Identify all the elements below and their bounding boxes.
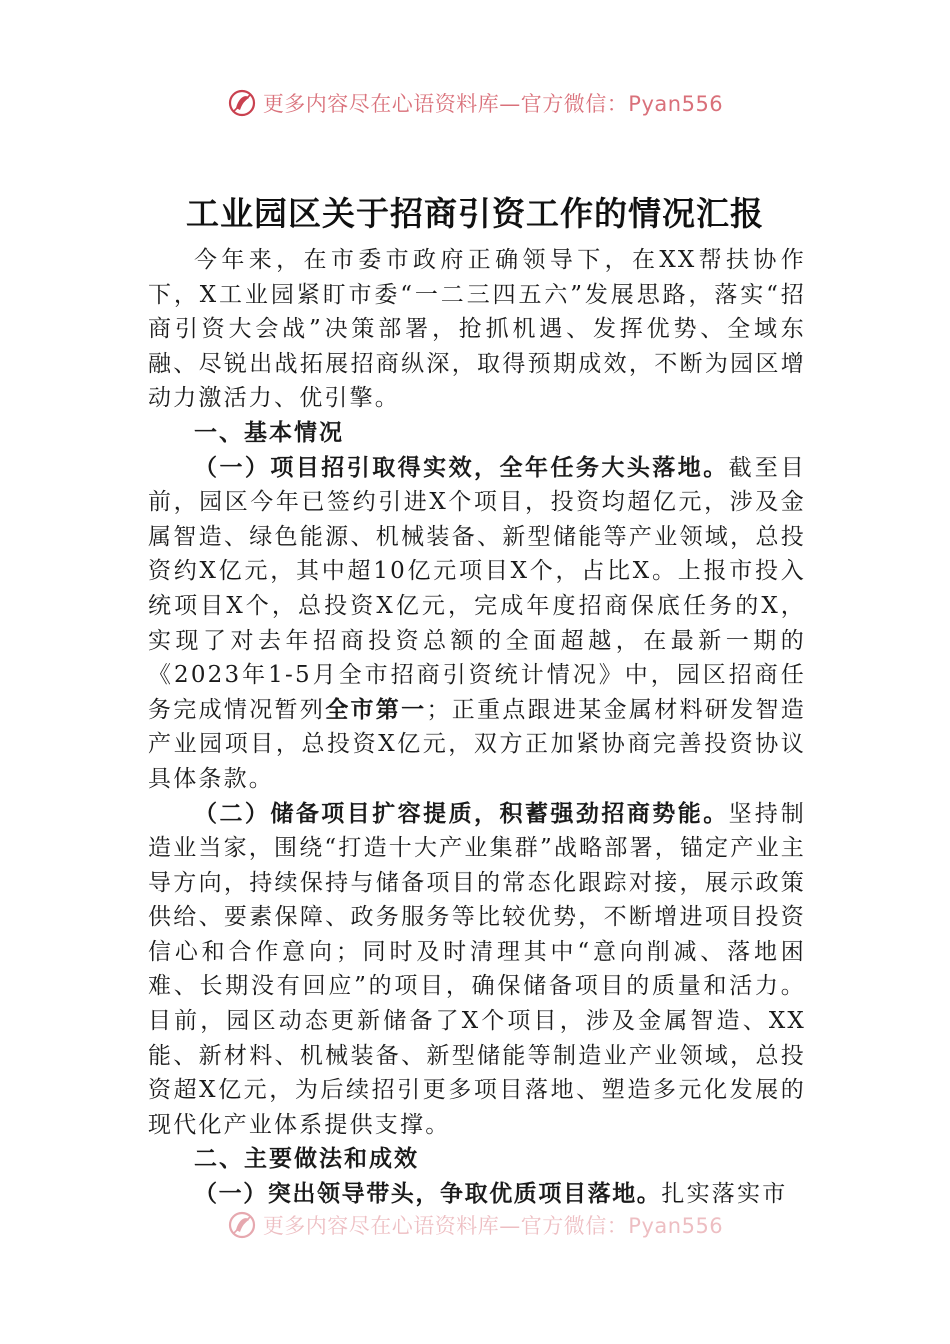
project-attraction-paragraph [148,451,806,797]
paragraph-lead: （一）项目招引取得实效，全年任务大头落地。 [194,454,729,481]
header-watermark [0,86,950,120]
paragraph-text: 扎实落实市 [661,1181,788,1208]
paragraph-text: ；正重点跟进某金属材料研发智造产业园项目，总投资X亿元，双方正加紧协商完善投资协议具体条款。 [148,696,806,792]
paragraph-text: 截至目前，园区今年已签约引进X个项目，投资均超亿元，涉及金属智造、绿色能源、机械装备、新型储能等产业领域，总投资约X亿元，其中超10亿元项目X个，占比X。上报市投入统项目X个，总投资X亿元，完成年度招商保底任务的X，实现了对去年招商投资总额的全面超越，在最新一期的《2023年1-5月全市招商引资统计情况》中，园区招商任务完成情况暂列 [148,454,806,723]
header-watermark-text: 更多内容尽在心语资料库—官方微信：Pyan556 [262,92,724,116]
paragraph-lead: （一）突出领导带头，争取优质项目落地。 [194,1181,662,1208]
reserve-projects-paragraph [148,797,806,1143]
section-heading-basic-situation: 一、基本情况 [194,419,344,446]
paragraph-lead: （二）储备项目扩容提质，积蓄强劲招商势能。 [194,800,729,827]
leadership-paragraph [148,1177,806,1212]
brand-logo-icon [227,88,257,118]
paragraph-text: 坚持制造业当家，围绕“打造十大产业集群”战略部署，锚定产业主导方向，持续保持与储备项目的常态化跟踪对接，展示政策供给、要素保障、政务服务等比较优势，不断增进项目投资信心和合作意向；同时及时清理其中“意向削减、落地困难、长期没有回应”的项目，确保储备项目的质量和活力。目前，园区动态更新储备了X个项目，涉及金属智造、XX能、新材料、机械装备、新型储能等制造业产业领域，总投资超X亿元，为后续招引更多项目落地、塑造多元化发展的现代化产业体系提供支撑。 [148,800,806,1138]
intro-paragraph: 今年来，在市委市政府正确领导下，在XX帮扶协作下，X工业园紧盯市委“一二三四五六”发展思路，落实“招商引资大会战”决策部署，抢抓机遇、发挥优势、全域东融、尽锐出战拓展招商纵深，取得预期成效，不断为园区增动力激活力、优引擎。 [148,247,806,412]
footer-watermark-text: 更多内容尽在心语资料库—官方微信：Pyan556 [262,1214,724,1238]
section-heading-main-practices: 二、主要做法和成效 [194,1146,419,1173]
document-title: 工业园区关于招商引资工作的情况汇报 [186,194,764,233]
brand-logo-icon [227,1210,257,1240]
document-body [148,243,806,1212]
footer-watermark [0,1208,950,1242]
ranking-emphasis: 全市第一 [325,696,427,723]
